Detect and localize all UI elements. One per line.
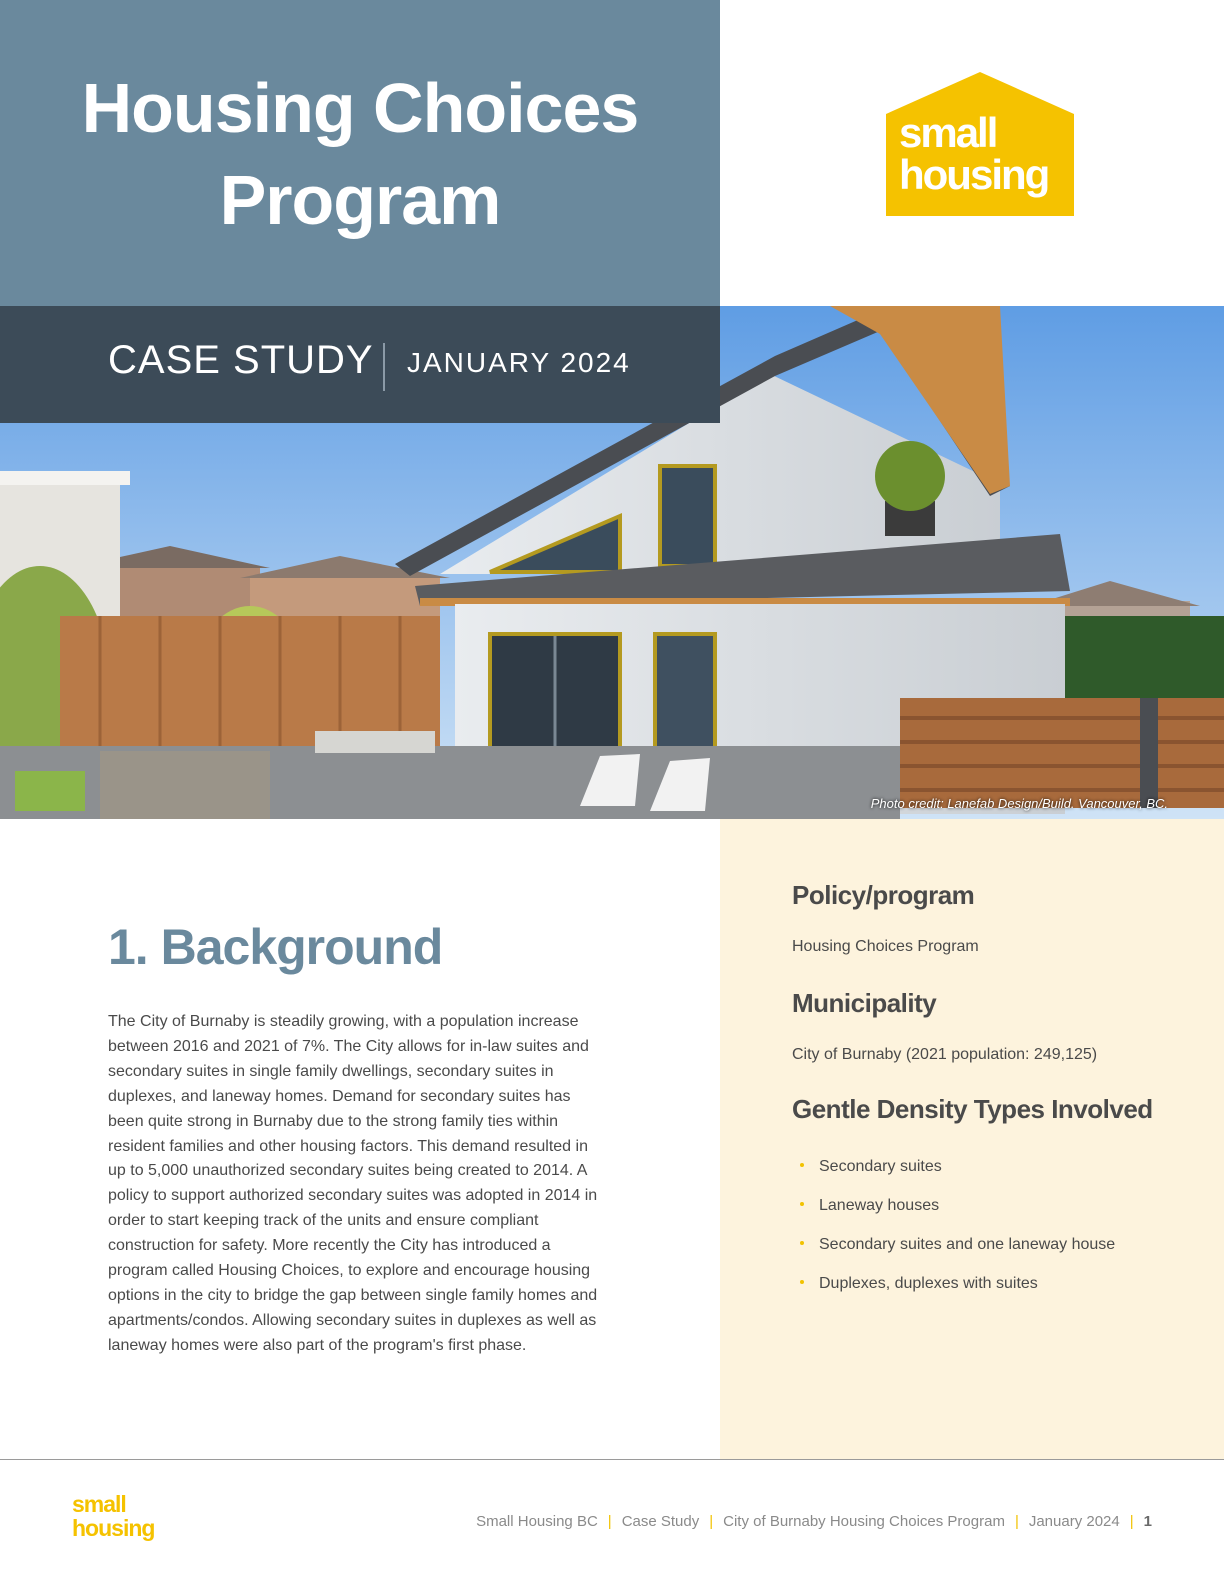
types-heading: Gentle Density Types Involved: [792, 1094, 1153, 1124]
footer-org: Small Housing BC: [476, 1513, 598, 1530]
footer-text: [476, 1513, 1152, 1530]
policy-value: Housing Choices Program: [792, 938, 979, 955]
header-date: JANUARY 2024: [407, 347, 631, 378]
page-title: [0, 62, 720, 246]
footer-separator: |: [1014, 1513, 1019, 1530]
list-item-label: Secondary suites: [819, 1158, 942, 1175]
subtitle-divider: [383, 343, 385, 391]
list-item: [800, 1236, 1115, 1275]
bullet-icon: [800, 1202, 804, 1206]
bullet-icon: [800, 1241, 804, 1245]
footer-separator: |: [1129, 1513, 1134, 1530]
page-number: 1: [1143, 1513, 1152, 1530]
case-study-label: CASE STUDY: [108, 338, 374, 382]
logo-line-2: housing: [899, 151, 1049, 198]
footer-logo-line-1: small: [72, 1491, 126, 1517]
photo-credit: Photo credit: Lanefab Design/Build. Vancouver, BC.: [870, 796, 1168, 811]
list-item: [800, 1158, 1115, 1197]
bullet-icon: [800, 1163, 804, 1167]
municipality-value: City of Burnaby (2021 population: 249,125): [792, 1046, 1098, 1063]
footer-logo-line-2: housing: [72, 1515, 155, 1541]
title-line-2: Program: [219, 161, 501, 239]
section-heading: 1. Background: [108, 919, 443, 975]
footer-date: January 2024: [1028, 1513, 1120, 1530]
municipality-heading: Municipality: [792, 988, 937, 1018]
footer-doc-title: City of Burnaby Housing Choices Program: [723, 1513, 1005, 1530]
footer-divider: [0, 1459, 1224, 1460]
density-types-list: [800, 1158, 1115, 1314]
policy-heading: Policy/program: [792, 880, 975, 910]
logo-text: [899, 109, 1049, 198]
bullet-icon: [800, 1280, 804, 1284]
summary-panel: [720, 819, 1224, 1459]
list-item-label: Secondary suites and one laneway house: [819, 1236, 1116, 1253]
list-item-label: Duplexes, duplexes with suites: [819, 1275, 1038, 1292]
list-item: [800, 1275, 1115, 1314]
section-body: The City of Burnaby is steadily growing, with a population increase between 2016 and 2021 of 7%. The City allows for in-law suites and secondary suites in single family dwellings, secondary suites in duplexes, and laneway homes. Demand for secondary suites has been quite strong in Burnaby due to the strong family ties within resident families and other housing factors. This demand resulted in up to 5,000 unauthorized secondary suites being created to 2014. A policy to support authorized secondary suites was adopted in 2014 in order to start keeping track of the units and ensure compliant construction for safety. More recently the City has introduced a program called Housing Choices, to explore and encourage housing options in the city to bridge the gap between single family homes and apartments/condos. Allowing secondary suites in duplexes as well as laneway homes were also part of the program's first phase.: [108, 1013, 598, 1354]
title-line-1: Housing Choices: [81, 69, 639, 147]
list-item-label: Laneway houses: [819, 1197, 940, 1214]
footer-logo: [72, 1492, 154, 1540]
list-item: [800, 1197, 1115, 1236]
footer-separator: |: [607, 1513, 612, 1530]
logo-line-1: small: [899, 109, 997, 156]
footer-separator: |: [709, 1513, 714, 1530]
footer-doc-type: Case Study: [621, 1513, 700, 1530]
